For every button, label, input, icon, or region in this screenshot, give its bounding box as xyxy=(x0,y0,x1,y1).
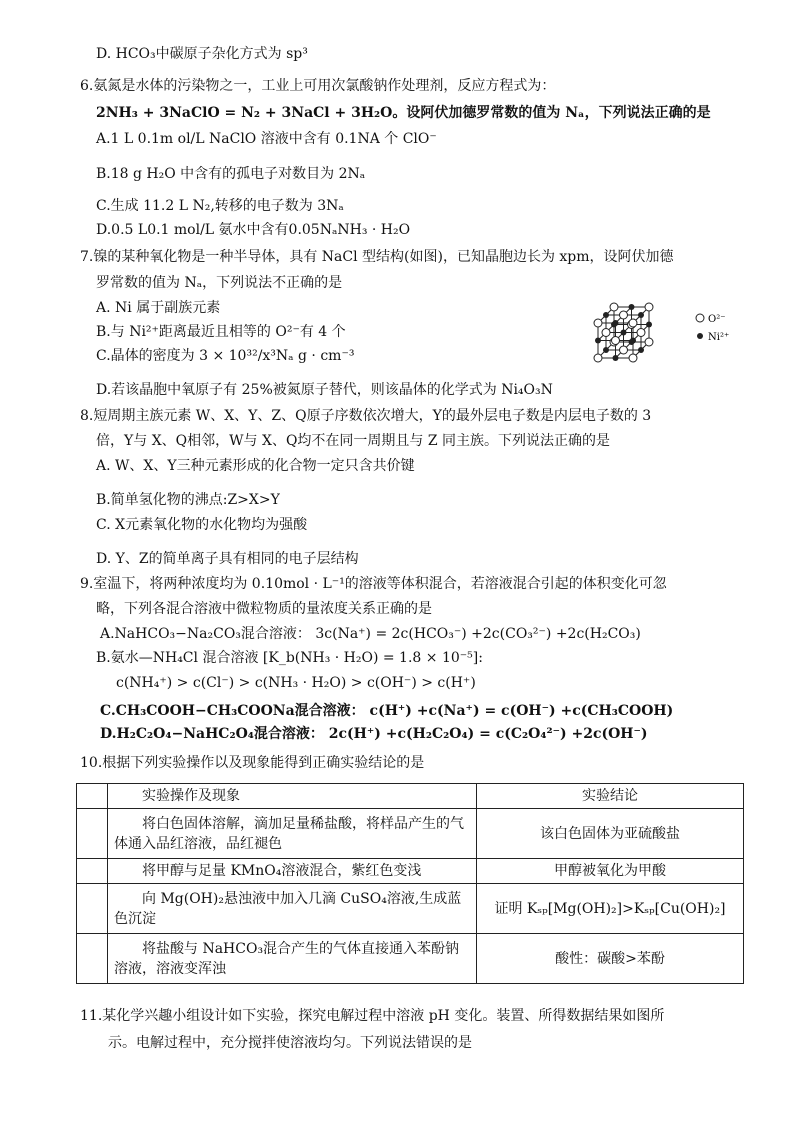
nickel-ion xyxy=(646,322,652,328)
table-cell: 向 Mg(OH)₂悬浊液中加入几滴 CuSO₄溶液,生成蓝色沉淀 xyxy=(108,884,477,934)
text-line: 11.某化学兴趣小组设计如下实验，探究电解过程中溶液 pH 变化。装置、所得数据结果如图所 xyxy=(80,1008,665,1024)
nickel-ion xyxy=(595,338,601,344)
table-header-cell: 实验操作及现象 xyxy=(108,784,477,809)
text-line: 罗常数的值为 Nₐ，下列说法不正确的是 xyxy=(96,275,343,291)
nickel-ion xyxy=(629,304,635,310)
table-cell: 甲醇被氧化为甲酸 xyxy=(477,859,744,884)
nickel-ion xyxy=(603,312,609,318)
text-line: A.1 L 0.1m ol/L NaClO 溶液中含有 0.1NA 个 ClO⁻ xyxy=(96,131,437,147)
table-cell: 将甲醇与足量 KMnO₄溶液混合，紫红色变浅 xyxy=(108,859,477,884)
text-line: D. HCO₃中碳原子杂化方式为 sp³ xyxy=(96,46,308,62)
oxygen-ion xyxy=(629,319,637,327)
oxygen-ion xyxy=(620,346,628,354)
legend-o: O²⁻ xyxy=(708,314,726,325)
oxygen-ion xyxy=(612,337,620,345)
table-cell: 酸性：碳酸>苯酚 xyxy=(477,934,744,984)
text-line: 9.室温下，将两种浓度均为 0.10mol · L⁻¹的溶液等体积混合，若溶液混合引起的体积变化可忽 xyxy=(80,576,667,592)
table-cell: 将白色固体溶解，滴加足量稀盐酸，将样品产生的气体通入品红溶液，品红褪色 xyxy=(108,809,477,859)
oxygen-ion xyxy=(637,329,645,337)
legend-ni: Ni²⁺ xyxy=(708,332,730,343)
text-line: A. Ni 属于副族元素 xyxy=(96,300,221,316)
text-line: A. W、X、Y三种元素形成的化合物一定只含共价键 xyxy=(96,458,415,474)
nickel-legend-icon xyxy=(697,333,703,339)
text-line: D.0.5 L0.1 mol/L 氨水中含有0.05NₐNH₃ · H₂O xyxy=(96,222,411,238)
oxygen-ion xyxy=(594,354,602,362)
text-line: C.生成 11.2 L N₂,转移的电子数为 3Nₐ xyxy=(96,198,344,214)
table-header-row xyxy=(77,784,744,809)
oxygen-ion xyxy=(645,303,653,311)
text-line: 倍，Y与 X、Q相邻，W与 X、Q均不在同一周期且与 Z 同主族。下列说法正确的是 xyxy=(96,433,611,449)
table-cell xyxy=(77,809,108,859)
table-cell xyxy=(77,884,108,934)
oxygen-ion xyxy=(602,329,610,337)
nickel-ion xyxy=(613,355,619,361)
text-line: A.NaHCO₃−Na₂CO₃混合溶液： 3c(Na⁺) = 2c(HCO₃⁻) +2c(CO₃²⁻) +2c(H₂CO₃) xyxy=(100,626,641,642)
nickel-ion xyxy=(621,330,627,336)
nickel-ion xyxy=(630,338,636,344)
table-header-cell: 实验结论 xyxy=(477,784,744,809)
table-row xyxy=(77,934,744,984)
text-line: B.18 g H₂O 中含有的孤电子对数目为 2Nₐ xyxy=(96,166,366,182)
oxygen-ion xyxy=(610,303,618,311)
oxygen-ion xyxy=(620,311,628,319)
nickel-ion xyxy=(603,347,609,353)
text-line: 2NH₃ + 3NaClO = N₂ + 3NaCl + 3H₂O。设阿伏加德罗常数的值为 Nₐ，下列说法正确的是 xyxy=(96,105,711,121)
text-line: C. X元素氧化物的水化物均为强酸 xyxy=(96,517,308,533)
text-line: D.若该晶胞中氧原子有 25%被氮原子替代，则该晶体的化学式为 Ni₄O₃N xyxy=(96,382,553,398)
nickel-ion xyxy=(638,347,644,353)
text-line: B.氨水—NH₄Cl 混合溶液 [K_b(NH₃ · H₂O) = 1.8 × 10⁻⁵]: xyxy=(96,650,483,666)
text-line: C.CH₃COOH−CH₃COONa混合溶液： c(H⁺) +c(Na⁺) = c(OH⁻) +c(CH₃COOH) xyxy=(100,703,674,719)
text-line: 10.根据下列实验操作以及现象能得到正确实验结论的是 xyxy=(80,755,425,771)
oxygen-ion xyxy=(645,338,653,346)
table-cell: 该白色固体为亚硫酸盐 xyxy=(477,809,744,859)
nacl-crystal-diagram xyxy=(590,268,740,368)
text-line: D.H₂C₂O₄−NaHC₂O₄混合溶液： 2c(H⁺) +c(H₂C₂O₄) = c(C₂O₄²⁻) +2c(OH⁻) xyxy=(100,726,648,742)
oxygen-legend-icon xyxy=(696,314,704,322)
text-line: 6.氨氮是水体的污染物之一，工业上可用次氯酸钠作处理剂，反应方程式为： xyxy=(80,78,556,94)
oxygen-ion xyxy=(629,354,637,362)
text-line: C.晶体的密度为 3 × 10³²/x³Nₐ g · cm⁻³ xyxy=(96,348,355,364)
nickel-ion xyxy=(638,312,644,318)
text-line: B.简单氢化物的沸点:Z>X>Y xyxy=(96,492,280,508)
text-line: 8.短周期主族元素 W、X、Y、Z、Q原子序数依次增大，Y的最外层电子数是内层电子数的 3 xyxy=(80,408,652,424)
table-cell: 将盐酸与 NaHCO₃混合产生的气体直接通入苯酚钠溶液，溶液变浑浊 xyxy=(108,934,477,984)
table-header-cell xyxy=(77,784,108,809)
text-line: 示。电解过程中，充分搅拌使溶液均匀。下列说法错误的是 xyxy=(108,1035,472,1051)
table-cell xyxy=(77,859,108,884)
nickel-ion xyxy=(613,320,619,326)
text-line: 略，下列各混合溶液中微粒物质的量浓度关系正确的是 xyxy=(96,601,432,617)
table-row xyxy=(77,884,744,934)
table-row xyxy=(77,809,744,859)
table-row xyxy=(77,859,744,884)
text-line: c(NH₄⁺) > c(Cl⁻) > c(NH₃ · H₂O) > c(OH⁻) > c(H⁺) xyxy=(116,675,476,691)
text-line: D. Y、Z的简单离子具有相同的电子层结构 xyxy=(96,551,359,567)
text-line: 7.镍的某种氧化物是一种半导体，具有 NaCl 型结构(如图)，已知晶胞边长为 xpm，设阿伏加德 xyxy=(80,249,674,265)
text-line: B.与 Ni²⁺距离最近且相等的 O²⁻有 4 个 xyxy=(96,324,346,340)
experiment-table xyxy=(76,783,744,984)
table-cell xyxy=(77,934,108,984)
oxygen-ion xyxy=(594,319,602,327)
table-cell: 证明 Kₛₚ[Mg(OH)₂]>Kₛₚ[Cu(OH)₂] xyxy=(477,884,744,934)
